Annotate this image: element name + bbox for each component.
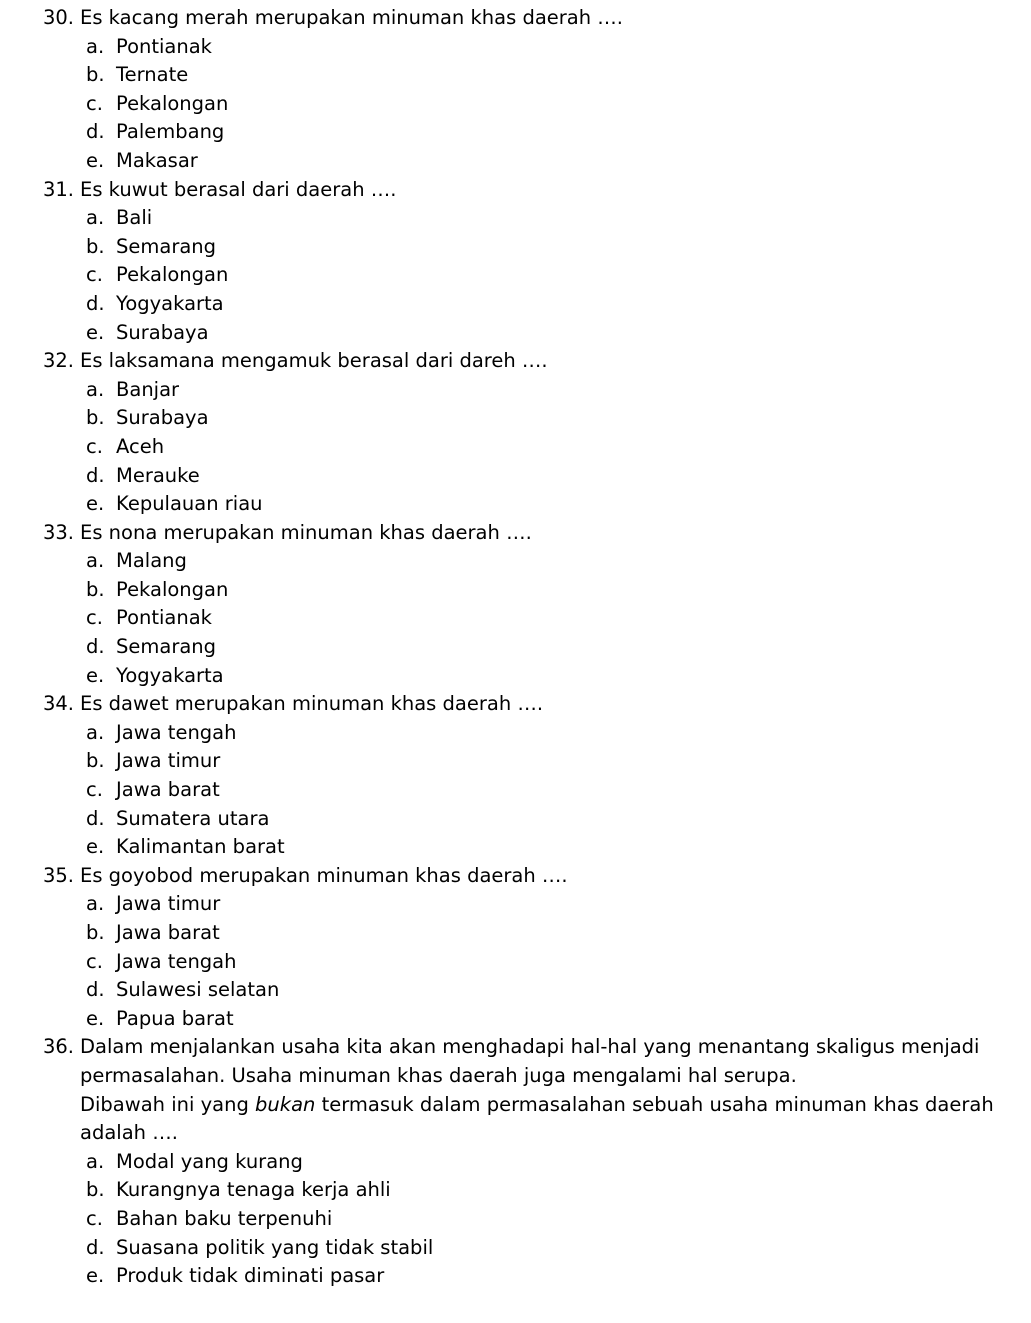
option-text: Pekalongan [116, 91, 229, 115]
option-item [40, 462, 1003, 491]
option-letter: b. [86, 406, 105, 430]
option-text: Aceh [116, 434, 165, 458]
option-item [40, 719, 1003, 748]
option-letter: d. [86, 635, 105, 659]
option-text: Jawa barat [116, 921, 220, 944]
option-letter: a. [86, 206, 105, 230]
option-text: Pontianak [116, 606, 212, 630]
option-item [40, 1262, 1003, 1291]
option-letter: c. [86, 949, 103, 973]
question-text [80, 1033, 1003, 1147]
option-list [40, 33, 1003, 176]
paragraph-2-before: Dibawah ini yang [80, 1092, 256, 1116]
option-letter: b. [86, 63, 105, 87]
option-item [40, 805, 1003, 834]
option-letter: d. [86, 1235, 105, 1259]
option-list [40, 1148, 1003, 1291]
option-text: Jawa timur [116, 892, 221, 916]
option-text: Jawa tengah [116, 949, 237, 973]
option-letter: c. [86, 434, 103, 458]
option-letter: a. [86, 34, 105, 58]
option-text: Sulawesi selatan [116, 978, 280, 1002]
option-item [40, 433, 1003, 462]
question-number: 35. [42, 863, 74, 887]
option-item [40, 1234, 1003, 1263]
question-item [40, 1033, 1003, 1147]
question-paragraph-1: Dalam menjalankan usaha kita akan menghadapi hal-hal yang menantang skaligus menjadi permasalahan. Usaha minuman khas daerah juga mengalami hal serupa. [80, 1035, 980, 1087]
option-letter: a. [86, 892, 105, 916]
question-number: 32. [42, 349, 74, 373]
question-number: 33. [42, 520, 74, 544]
option-item [40, 261, 1003, 290]
option-item [40, 547, 1003, 576]
option-text: Jawa tengah [116, 720, 237, 744]
option-text: Merauke [116, 463, 200, 487]
option-text: Jawa barat [116, 778, 220, 802]
option-item [40, 919, 1003, 948]
option-letter: a. [86, 549, 105, 573]
question-item [40, 519, 1003, 548]
option-list [40, 547, 1003, 690]
option-letter: d. [86, 806, 105, 830]
option-text: Pekalongan [116, 577, 229, 601]
option-letter: c. [86, 778, 103, 802]
option-item [40, 376, 1003, 405]
option-item [40, 204, 1003, 233]
question-number: 30. [42, 6, 74, 29]
option-letter: b. [86, 749, 105, 773]
option-item [40, 233, 1003, 262]
option-letter: c. [86, 91, 103, 115]
option-letter: e. [86, 492, 105, 516]
question-text: Es dawet merupakan minuman khas daerah …. [80, 692, 544, 716]
option-text: Pontianak [116, 34, 212, 58]
option-text: Kepulauan riau [116, 492, 263, 516]
option-text: Bahan baku terpenuhi [116, 1206, 333, 1230]
option-item [40, 890, 1003, 919]
question-item [40, 690, 1003, 719]
option-text: Banjar [116, 377, 180, 401]
option-text: Kalimantan barat [116, 835, 285, 859]
question-item [40, 4, 1003, 33]
option-letter: c. [86, 1206, 103, 1230]
option-text: Jawa timur [116, 749, 221, 773]
question-number: 31. [42, 177, 74, 201]
option-letter: b. [86, 1178, 105, 1202]
option-item [40, 404, 1003, 433]
question-text: Es nona merupakan minuman khas daerah …. [80, 520, 532, 544]
option-letter: d. [86, 120, 105, 144]
option-letter: a. [86, 377, 105, 401]
option-letter: a. [86, 1149, 105, 1173]
option-item [40, 976, 1003, 1005]
option-item [40, 1176, 1003, 1205]
option-letter: c. [86, 606, 103, 630]
option-letter: d. [86, 978, 105, 1002]
option-item [40, 747, 1003, 776]
option-list [40, 890, 1003, 1033]
option-item [40, 1005, 1003, 1034]
paragraph-2-after: termasuk dalam permasalahan sebuah usaha minuman khas daerah adalah …. [80, 1092, 994, 1145]
option-text: Yogyakarta [116, 291, 224, 315]
option-text: Modal yang kurang [116, 1149, 303, 1173]
question-text: Es kuwut berasal dari daerah …. [80, 177, 397, 201]
option-text: Semarang [116, 234, 217, 258]
option-item [40, 490, 1003, 519]
option-text: Bali [116, 206, 153, 230]
option-item [40, 90, 1003, 119]
question-item [40, 176, 1003, 205]
option-text: Malang [116, 549, 187, 573]
option-letter: e. [86, 835, 105, 859]
option-text: Semarang [116, 635, 217, 659]
option-item [40, 118, 1003, 147]
question-number: 34. [42, 692, 74, 716]
option-text: Pekalongan [116, 263, 229, 287]
option-item [40, 776, 1003, 805]
option-letter: e. [86, 320, 105, 344]
option-letter: b. [86, 921, 105, 944]
option-item [40, 1205, 1003, 1234]
option-letter: d. [86, 291, 105, 315]
option-list [40, 376, 1003, 519]
option-item [40, 833, 1003, 862]
option-letter: e. [86, 663, 105, 687]
option-item [40, 147, 1003, 176]
option-text: Produk tidak diminati pasar [116, 1264, 385, 1288]
option-item [40, 33, 1003, 62]
option-item [40, 604, 1003, 633]
option-text: Papua barat [116, 1006, 234, 1030]
option-text: Sumatera utara [116, 806, 270, 830]
option-list [40, 719, 1003, 862]
option-letter: b. [86, 234, 105, 258]
question-paragraph-2 [80, 1091, 1003, 1148]
option-text: Surabaya [116, 406, 209, 430]
question-text: Es laksamana mengamuk berasal dari dareh …. [80, 349, 548, 373]
option-item [40, 948, 1003, 977]
option-letter: c. [86, 263, 103, 287]
option-item [40, 576, 1003, 605]
question-text: Es kacang merah merupakan minuman khas daerah …. [80, 6, 623, 29]
option-list [40, 204, 1003, 347]
paragraph-2-italic: bukan [255, 1092, 316, 1116]
option-text: Yogyakarta [116, 663, 224, 687]
option-text: Suasana politik yang tidak stabil [116, 1235, 434, 1259]
question-text: Es goyobod merupakan minuman khas daerah …. [80, 863, 568, 887]
option-letter: a. [86, 720, 105, 744]
question-number: 36. [42, 1035, 74, 1059]
option-letter: e. [86, 1006, 105, 1030]
option-letter: b. [86, 577, 105, 601]
option-item [40, 633, 1003, 662]
option-item [40, 61, 1003, 90]
option-text: Surabaya [116, 320, 209, 344]
option-item [40, 662, 1003, 691]
option-text: Makasar [116, 148, 198, 172]
option-letter: e. [86, 1264, 105, 1288]
option-item [40, 290, 1003, 319]
question-item [40, 347, 1003, 376]
option-letter: d. [86, 463, 105, 487]
option-item [40, 1148, 1003, 1177]
option-text: Palembang [116, 120, 225, 144]
option-text: Kurangnya tenaga kerja ahli [116, 1178, 391, 1202]
option-text: Ternate [116, 63, 189, 87]
option-letter: e. [86, 148, 105, 172]
question-item [40, 862, 1003, 891]
option-item [40, 319, 1003, 348]
